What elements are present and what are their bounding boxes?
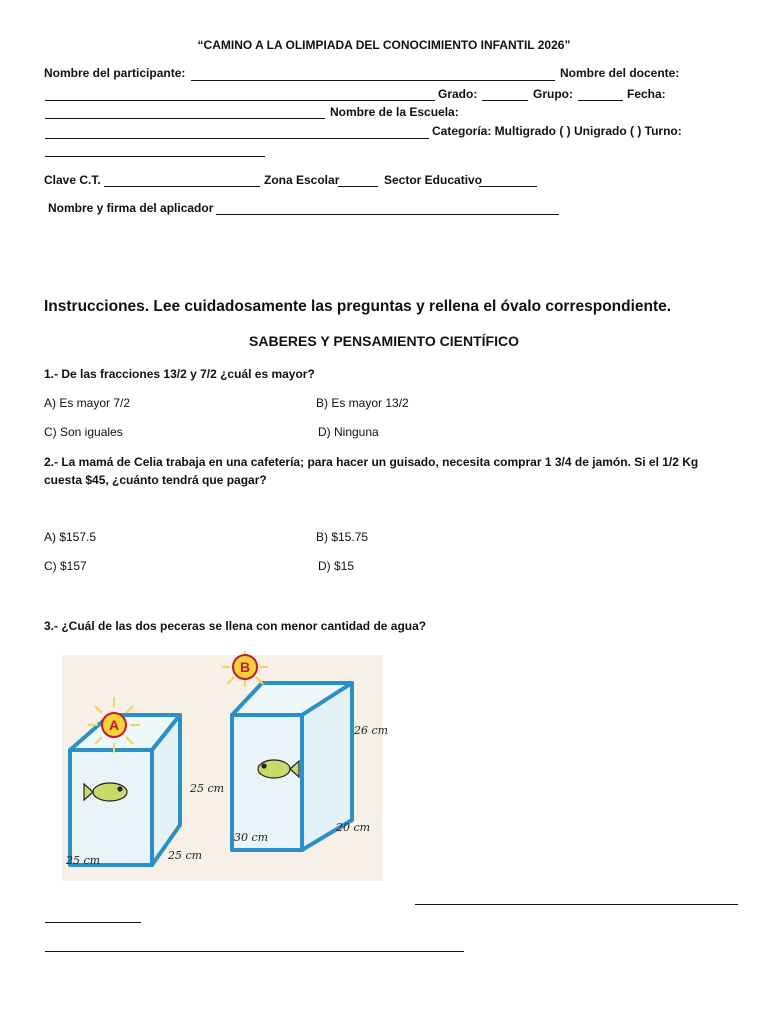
tank-b-height-label: 26 cm bbox=[354, 724, 389, 737]
teacher-label: Nombre del docente: bbox=[560, 66, 680, 80]
grade-label: Grado: bbox=[438, 87, 478, 101]
q1-option-d[interactable]: D) Ninguna bbox=[318, 425, 379, 439]
school-name-line[interactable] bbox=[45, 138, 429, 139]
participant-name-line[interactable] bbox=[191, 80, 555, 81]
grade-line[interactable] bbox=[482, 100, 528, 101]
sector-line[interactable] bbox=[479, 186, 537, 187]
question-1-text: 1.- De las fracciones 13/2 y 7/2 ¿cuál es mayor? bbox=[44, 367, 315, 381]
tank-b-depth-label: 20 cm bbox=[336, 821, 371, 834]
turn-line[interactable] bbox=[45, 156, 265, 157]
applicator-label: Nombre y firma del aplicador bbox=[48, 201, 214, 215]
q2-option-d[interactable]: D) $15 bbox=[318, 559, 355, 573]
school-label: Nombre de la Escuela: bbox=[330, 105, 459, 119]
date-line[interactable] bbox=[45, 118, 325, 119]
question-2-text-line1: 2.- La mamá de Celia trabaja en una cafetería; para hacer un guisado, necesita comprar 1 3/4 de jamón. Si el 1/2 Kg bbox=[44, 455, 699, 469]
q2-option-b[interactable]: B) $15.75 bbox=[316, 530, 369, 544]
question-2-text-line2: cuesta $45, ¿cuánto tendrá que pagar? bbox=[44, 473, 267, 487]
group-label: Grupo: bbox=[533, 87, 573, 101]
category-label: Categoría: Multigrado ( ) Unigrado ( ) Turno: bbox=[432, 124, 682, 138]
zone-label: Zona Escolar bbox=[264, 173, 340, 187]
tank-a-depth-label: 25 cm bbox=[66, 854, 101, 867]
q2-option-c[interactable]: C) $157 bbox=[44, 559, 87, 573]
q1-option-a[interactable]: A) Es mayor 7/2 bbox=[44, 396, 131, 410]
answer-line-2[interactable] bbox=[45, 922, 141, 923]
zone-line[interactable] bbox=[338, 186, 378, 187]
group-line[interactable] bbox=[578, 100, 623, 101]
participant-label: Nombre del participante: bbox=[44, 66, 186, 80]
ct-label: Clave C.T. bbox=[44, 173, 101, 187]
fish-tanks-figure bbox=[62, 655, 389, 881]
question-3-text: 3.- ¿Cuál de las dos peceras se llena con menor cantidad de agua? bbox=[44, 619, 427, 633]
answer-line-3[interactable] bbox=[45, 951, 464, 952]
tank-a-height-label: 25 cm bbox=[190, 782, 225, 795]
label-a: A bbox=[108, 717, 120, 733]
tank-b-width-label: 30 cm bbox=[234, 831, 269, 844]
q1-option-b[interactable]: B) Es mayor 13/2 bbox=[316, 396, 409, 410]
instructions: Instrucciones. Lee cuidadosamente las preguntas y rellena el óvalo correspondiente. bbox=[44, 298, 672, 315]
q2-option-a[interactable]: A) $157.5 bbox=[44, 530, 97, 544]
label-b: B bbox=[239, 659, 251, 675]
tank-a-width-label: 25 cm bbox=[168, 849, 203, 862]
sector-label: Sector Educativo bbox=[384, 173, 483, 187]
section-title: SABERES Y PENSAMIENTO CIENTÍFICO bbox=[249, 333, 519, 349]
ct-line[interactable] bbox=[104, 186, 260, 187]
q1-option-c[interactable]: C) Son iguales bbox=[44, 425, 123, 439]
date-label: Fecha: bbox=[627, 87, 666, 101]
applicator-line[interactable] bbox=[216, 214, 559, 215]
answer-line-1[interactable] bbox=[415, 904, 738, 905]
teacher-name-line[interactable] bbox=[45, 100, 435, 101]
page-title: “CAMINO A LA OLIMPIADA DEL CONOCIMIENTO INFANTIL 2026” bbox=[197, 38, 571, 52]
